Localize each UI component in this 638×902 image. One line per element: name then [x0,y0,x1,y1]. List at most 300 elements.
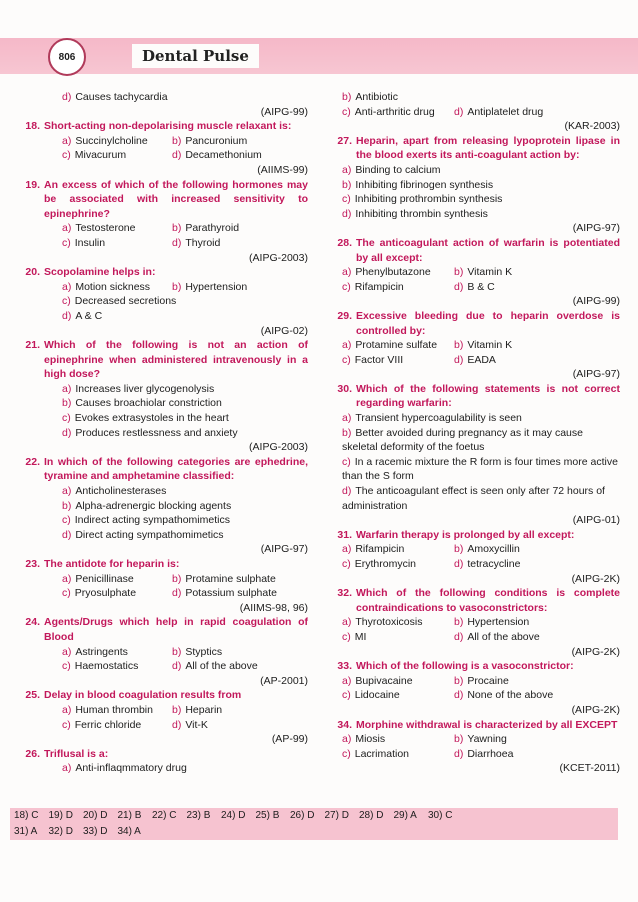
option-text: Miosis [355,733,386,746]
answer-item: 33) D [83,826,108,837]
question-stem [322,718,620,733]
question-text: The antidote for heparin is: [44,558,180,570]
option-letter: d) [172,236,182,249]
option-letter: d) [454,689,464,702]
option [62,572,172,587]
option [454,688,620,703]
option-letter: c) [62,587,71,600]
option-text: Binding to calcium [355,163,441,176]
option-text: Antiplatelet drug [467,105,544,118]
option [62,484,308,499]
question-source: (AIIMS-98, 96) [239,601,308,614]
answer-key [10,808,618,840]
question-source: (AIPG-2K) [571,703,620,716]
option [454,615,620,630]
option [342,163,620,178]
option-text: Inhibiting thrombin synthesis [355,207,488,220]
option-letter: a) [342,733,352,746]
question-number: 18. [25,120,40,133]
option [454,747,620,762]
option-text: Rifampicin [354,280,404,293]
option-letter: c) [342,105,351,118]
option-letter: a) [62,134,72,147]
header-band [0,38,638,74]
option-text: Yawning [467,733,507,746]
option [62,134,172,149]
option [342,630,454,645]
option-text: Diarrhoea [467,747,514,760]
answer-item: 34) A [117,826,141,837]
option-text: Testosterone [75,222,136,235]
answer-item: 29) A [393,810,417,821]
question-stem [322,309,620,338]
question-text: Delay in blood coagulation results from [44,689,242,702]
option-letter: a) [342,163,352,176]
question-stem [10,338,308,382]
option-text: Hypertension [185,280,248,293]
question-number: 31. [337,528,352,541]
option [342,674,454,689]
option [62,426,308,441]
option-letter: a) [62,280,72,293]
option [172,148,308,163]
answer-item: 30) C [428,810,453,821]
option-text: Causes broachiolar constriction [75,397,222,410]
option-letter: a) [62,703,72,716]
option-text: All of the above [467,630,540,643]
option-letter: b) [172,572,182,585]
option [342,105,454,120]
option-list [10,90,308,105]
option-letter: c) [62,412,71,425]
option-text: Pryosulphate [74,587,137,600]
question-text: Scopolamine helps in: [44,266,156,279]
question-source: (AIPG-02) [260,324,308,337]
option-letter: b) [454,616,464,629]
option-text: Anti-arthritic drug [354,105,435,118]
question-stem [322,134,620,163]
option-text: Lacrimation [354,747,410,760]
option-list [10,280,308,324]
question-number: 29. [337,309,352,322]
question-number: 20. [25,266,40,279]
option-text: Protamine sulfate [355,339,438,352]
option-text: B & C [467,280,495,293]
option [454,280,620,295]
option-list [10,572,308,601]
option [62,90,172,105]
question-number: 21. [25,339,40,352]
option-letter: a) [62,645,72,658]
option-text: Inhibiting prothrombin synthesis [354,193,503,206]
option-list [10,703,308,732]
option [454,630,620,645]
option [342,353,454,368]
option [454,338,620,353]
question-source: (AP-99) [271,733,308,746]
option [62,659,172,674]
option [342,178,620,193]
option-letter: a) [342,616,352,629]
option [172,236,308,251]
option [172,703,308,718]
question-number: 32. [337,587,352,600]
option [172,718,308,733]
question-stem [322,382,620,411]
answer-item: 26) D [290,810,315,821]
option [342,484,620,513]
question-text: Heparin, apart from releasing lypoprotein lipase in the blood exerts its anti-coagulant action by: [356,134,620,162]
option-letter: c) [62,149,71,162]
option [342,207,620,222]
option-letter: b) [172,645,182,658]
option-letter: a) [62,485,72,498]
option [172,586,308,601]
question-stem [10,265,308,280]
option [172,572,308,587]
question-stem [322,586,620,615]
option-letter: b) [62,397,72,410]
option [62,294,308,309]
option-letter: c) [62,295,71,308]
option-text: Inhibiting fibrinogen synthesis [355,178,494,191]
question-text: An excess of which of the following hormones may be associated with increased sensitivity to epinephrine? [44,178,308,220]
question-number: 24. [25,616,40,629]
option-letter: d) [454,630,464,643]
option-letter: b) [172,703,182,716]
question-stem [10,119,308,134]
option-text: Phenylbutazone [355,266,431,279]
option [454,542,620,557]
option-letter: a) [342,266,352,279]
option-letter: d) [62,528,72,541]
option-letter: b) [454,266,464,279]
question-stem [10,557,308,572]
option-list [10,134,308,163]
option-text: A & C [75,309,103,322]
option-text: Better avoided during pregnancy as it may cause skeletal deformity of the foetus [342,426,583,454]
answer-item: 20) D [83,810,108,821]
option-text: In a racemic mixture the R form is four times more active than the S form [342,455,618,483]
question-number: 28. [337,236,352,249]
option-list [322,90,620,119]
question-text: Which of the following statements is not correct regarding warfarin: [356,382,620,410]
option-list [322,615,620,644]
option [62,309,308,324]
option-letter: c) [342,558,351,570]
option-text: Human thrombin [75,703,153,716]
option-text: Vit-K [185,718,208,731]
option [62,528,308,543]
option-letter: c) [62,236,71,249]
option-letter: a) [62,572,72,585]
option-text: Factor VIII [354,353,404,366]
option-letter: d) [342,207,352,220]
option-text: Evokes extrasystoles in the heart [74,412,229,425]
option-letter: d) [62,426,72,439]
question-number: 19. [25,178,40,191]
option-text: Increases liver glycogenolysis [75,382,215,395]
answer-item: 19) D [48,810,73,821]
option-text: Vitamin K [467,339,513,352]
option-text: Thyroid [185,236,221,249]
option-text: The anticoagulant effect is seen only after 72 hours of administration [342,485,605,512]
option [62,148,172,163]
option-letter: b) [172,280,182,293]
option-letter: d) [454,280,464,293]
option-list [10,761,308,776]
option-text: Bupivacaine [355,674,413,687]
option [342,90,620,105]
option [342,455,620,484]
option-text: Potassium sulphate [185,587,277,600]
answer-row-1 [14,808,618,824]
option [342,732,454,747]
option [342,411,620,426]
option [454,265,620,280]
option-text: Indirect acting sympathomimetics [74,514,230,527]
option-list [322,338,620,367]
option-text: Direct acting sympathomimetics [75,528,224,541]
option-text: Motion sickness [75,280,151,293]
question-stem [322,236,620,265]
option-list [10,382,308,440]
option [62,411,308,426]
option-letter: c) [342,689,351,702]
question-text: In which of the following categories are ephedrine, tyramine and amphetamine classified: [44,455,308,483]
option-letter: b) [454,733,464,746]
option-text: Penicillinase [75,572,134,585]
option-list [322,265,620,294]
option-list [10,221,308,250]
option-letter: c) [62,718,71,731]
option-text: Amoxycillin [467,543,520,556]
option-text: Parathyroid [185,222,240,235]
option [172,134,308,149]
option-letter: c) [62,514,71,527]
answer-item: 23) B [186,810,211,821]
option-text: tetracycline [467,558,521,570]
question-number: 27. [337,134,352,147]
option-text: Alpha-adrenergic blocking agents [75,499,232,512]
option-text: None of the above [467,689,554,702]
question-text: The anticoagulant action of warfarin is potentiated by all except: [356,236,620,264]
option-text: Produces restlessness and anxiety [75,426,238,439]
option [62,236,172,251]
question-source: (AIPG-01) [572,514,620,527]
option [62,382,308,397]
option-text: Anticholinesterases [75,485,167,498]
option-text: Thyrotoxicosis [355,616,423,629]
option-text: Rifampicin [355,543,405,556]
question-source: (AIPG-97) [572,368,620,381]
option-letter: c) [342,353,351,366]
option-letter: d) [172,149,182,162]
option-letter: b) [62,499,72,512]
answer-item: 28) D [359,810,384,821]
option-letter: d) [342,485,352,498]
answer-item: 18) C [14,810,39,821]
question-number: 26. [25,747,40,760]
option-letter: c) [342,747,351,760]
option-text: EADA [467,353,496,366]
option-text: Causes tachycardia [75,91,168,103]
option-text: Transient hypercoagulability is seen [355,412,522,425]
option-letter: a) [342,412,352,425]
question-source: (AIPG-99) [572,295,620,308]
option [342,747,454,762]
question-stem [10,747,308,762]
option-text: Insulin [74,236,106,249]
option-letter: a) [342,339,352,352]
option-text: Protamine sulphate [185,572,276,585]
option-letter: a) [62,382,72,395]
answer-row-2 [14,824,618,840]
option-letter: c) [62,660,71,673]
option-list [322,542,620,571]
question-text: Which of the following is not an action of epinephrine when administered intravenously in a high dose? [44,339,308,381]
question-text: Agents/Drugs which help in rapid coagulation of Blood [44,616,308,643]
question-text: Short-acting non-depolarising muscle relaxant is: [44,120,292,133]
question-source: (AP-2001) [260,674,308,687]
question-text: Which of the following is a vasoconstrictor: [356,660,574,673]
option [172,645,308,660]
option-text: Heparin [185,703,223,716]
option [454,557,620,572]
question-source: (AIPG-2K) [571,572,620,585]
question-number: 22. [25,455,40,468]
question-text: Which of the following conditions is complete contraindications to vasoconstrictors: [356,587,620,614]
option [172,221,308,236]
option-text: Pancuronium [185,134,248,147]
option-text: Vitamin K [467,266,513,279]
option-letter: b) [172,134,182,147]
question-stem [10,178,308,222]
question-text: Triflusal is a: [44,747,109,760]
book-title: Dental Pulse [132,44,259,68]
option-text: Styptics [185,645,223,658]
option-letter: b) [454,339,464,352]
option [62,703,172,718]
question-number: 23. [25,558,40,570]
option [62,280,172,295]
option-letter: b) [342,91,352,103]
option-letter: d) [454,747,464,760]
option-text: Astringents [75,645,128,658]
page-number: 806 [58,51,76,63]
option-text: Decamethonium [185,149,262,162]
answer-item: 22) C [152,810,177,821]
question-source: (AIPG-2003) [249,251,308,264]
option-text: Decreased secretions [74,295,177,308]
question-source: (AIIMS-99) [257,163,308,176]
question-number: 30. [337,382,352,395]
option-text: Lidocaine [354,689,400,702]
option-list [10,645,308,674]
option-letter: d) [62,91,72,103]
option-text: Erythromycin [354,558,417,570]
option [342,557,454,572]
option [342,192,620,207]
option-letter: b) [172,222,182,235]
option [342,338,454,353]
option-letter: d) [172,587,182,600]
option-letter: a) [62,222,72,235]
option-letter: d) [62,309,72,322]
question-text: Excessive bleeding due to heparin overdose is controlled by: [356,309,620,337]
option-list [10,484,308,542]
left-column [10,90,308,776]
option [62,718,172,733]
answer-item: 21) B [117,810,142,821]
option [172,659,308,674]
question-source: (AIPG-2003) [249,441,308,454]
option [342,688,454,703]
option-text: Haemostatics [74,660,139,673]
option-text: Anti-inflaqmmatory drug [75,762,187,775]
option-letter: a) [342,674,352,687]
option-letter: b) [342,426,352,439]
option [454,105,620,120]
answer-item: 27) D [324,810,349,821]
question-number: 33. [337,660,352,673]
option [62,513,308,528]
option [454,732,620,747]
option-letter: c) [342,630,351,643]
option-list [322,163,620,221]
question-stem [322,659,620,674]
option-list [322,674,620,703]
question-number: 25. [25,689,40,702]
option-letter: c) [342,455,351,468]
option [172,280,308,295]
option-letter: c) [342,280,351,293]
answer-item: 31) A [14,826,38,837]
option [342,280,454,295]
option-letter: a) [342,543,352,556]
question-stem [10,615,308,644]
option [342,265,454,280]
option-letter: c) [342,193,351,206]
option-text: All of the above [185,660,258,673]
page-number-badge [48,38,86,76]
option [62,499,308,514]
option [342,615,454,630]
option [62,586,172,601]
question-stem [10,688,308,703]
option-letter: d) [454,558,464,570]
option-text: Mivacurum [74,149,127,162]
answer-item: 25) B [255,810,280,821]
question-source: (KCET-2011) [559,762,620,775]
option-text: Hypertension [467,616,530,629]
question-stem [322,528,620,543]
option-list [322,732,620,761]
question-source: (AIPG-99) [260,105,308,118]
question-number: 34. [337,718,352,731]
option [62,761,308,776]
question-source: (AIPG-97) [572,222,620,235]
option [454,353,620,368]
answer-item: 24) D [221,810,246,821]
question-text: Morphine withdrawal is characterized by all EXCEPT [356,718,618,731]
question-text: Warfarin therapy is prolonged by all except: [356,528,575,541]
question-source: (KAR-2003) [564,120,620,133]
option-text: MI [354,630,367,643]
option-letter: b) [454,674,464,687]
right-column [322,90,620,776]
option [62,221,172,236]
